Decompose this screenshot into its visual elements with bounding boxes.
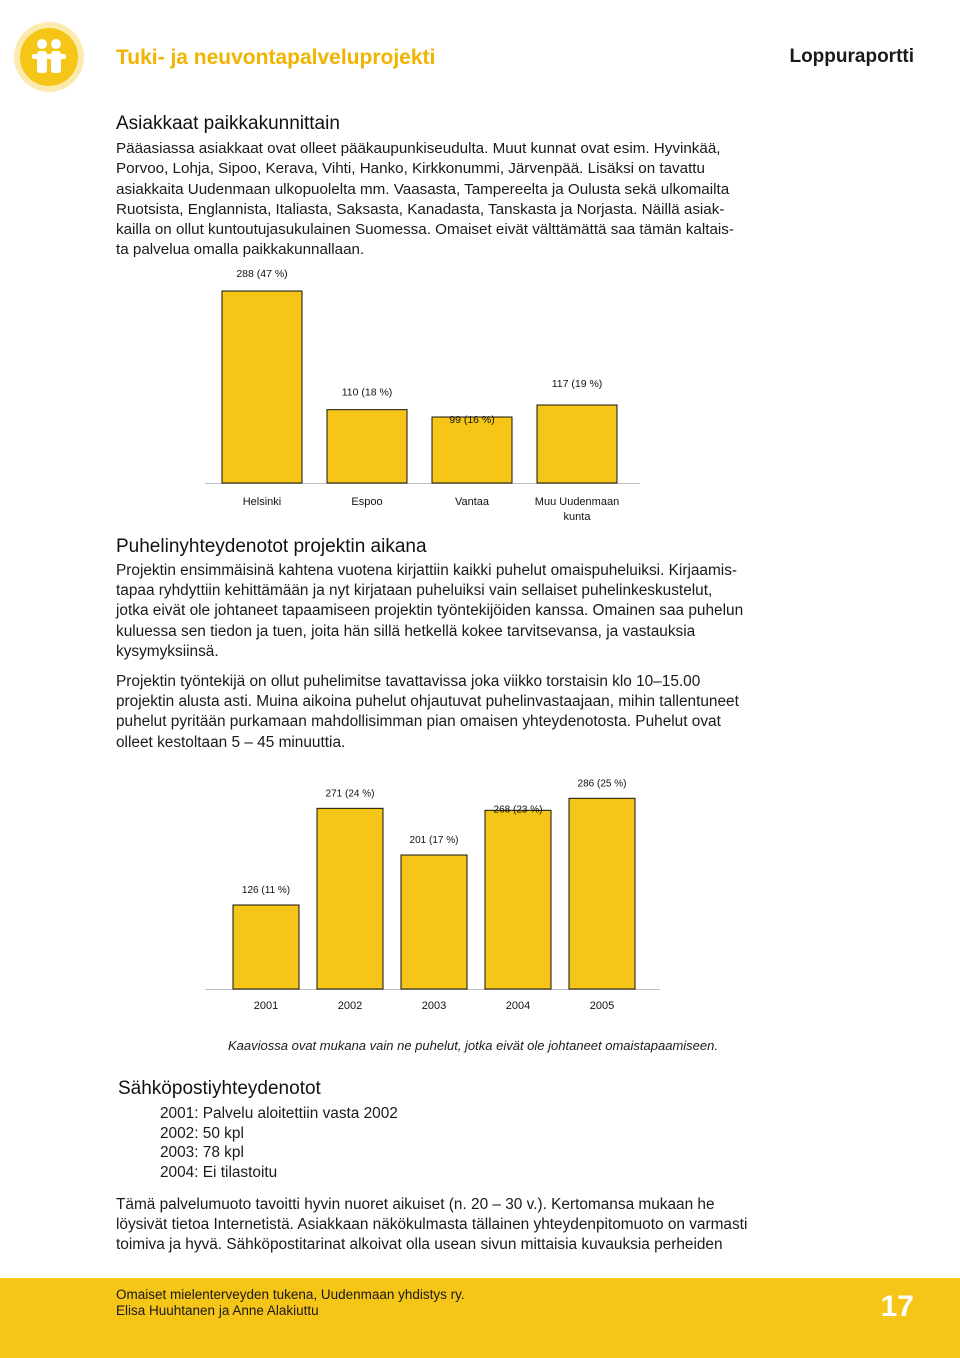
category-label: 2002 — [337, 1000, 363, 1012]
header-title: Tuki- ja neuvontapalveluprojekti — [116, 46, 436, 69]
section-heading-phone: Puhelinyhteydenotot projektin aikana — [116, 536, 427, 557]
bar — [233, 905, 299, 989]
data-label: 286 (25 %) — [577, 778, 627, 790]
organization-logo — [20, 28, 78, 86]
bar — [317, 808, 383, 989]
paragraph-line: puhelut pyritään purkamaan mahdollisimman pian omaisen yhteydenotosta. Puhelut ovat — [116, 713, 721, 731]
section-heading-clients: Asiakkaat paikkakunnittain — [116, 113, 340, 134]
category-label: kunta — [563, 511, 591, 523]
paragraph-line: Projektin ensimmäisinä kahtena vuotena kirjattiin kaikki puhelut omaispuheluiksi. Kirjaamis- — [116, 562, 738, 579]
footer-organization: Omaiset mielenterveyden tukena, Uudenmaan yhdistys ry. — [116, 1287, 465, 1302]
category-label: Helsinki — [242, 496, 282, 508]
data-label: 110 (18 %) — [341, 386, 393, 399]
phone-calls-by-year-chart — [200, 778, 670, 1020]
page-number: 17 — [880, 1290, 914, 1323]
chart-caption: Kaaviossa ovat mukana vain ne puhelut, jotka eivät ole johtaneet omaistapaamiseen. — [228, 1038, 718, 1053]
data-label: 271 (24 %) — [325, 788, 375, 800]
paragraph-line: asiakkaita Uudenmaan ulkopuolelta mm. Vaasasta, Tampereelta ja Oulusta sekä ulkomailta — [116, 180, 730, 198]
bar — [401, 855, 467, 989]
paragraph-line: jotka eivät ole johtaneet tapaamiseen projektin työntekijöiden kanssa. Omainen saa puhelun — [116, 602, 744, 620]
data-label: 268 (23 %) — [493, 804, 543, 816]
bar — [537, 405, 617, 483]
data-label: 288 (47 %) — [236, 268, 288, 280]
paragraph-line: kailla on ollut kuntoutujasukulainen Suomessa. Omaiset eivät välttämättä saa tämän kaltais- — [116, 221, 734, 239]
category-label: 2003 — [421, 1000, 447, 1012]
bar — [485, 810, 551, 989]
paragraph-line: toimiva ja hyvä. Sähköpostitarinat alkoivat olla usean sivun mittaisia kuvauksia perheiden — [116, 1236, 723, 1254]
clients-by-municipality-chart — [200, 268, 660, 525]
data-label: 201 (17 %) — [409, 835, 459, 846]
paragraph-line: Porvoo, Lohja, Sipoo, Kerava, Vihti, Hanko, Kirkkonummi, Järvenpää. Lisäksi on tavattu — [116, 160, 705, 178]
list-item: 2003: 78 kpl — [160, 1144, 244, 1161]
page-footer — [0, 1278, 960, 1358]
phone-paragraph-1 — [116, 561, 743, 662]
category-label: Espoo — [351, 496, 383, 508]
category-label: 2004 — [505, 1000, 531, 1012]
paragraph-line: Projektin työntekijä on ollut puhelimitse tavattavissa joka viikko torstaisin klo 10–15.00 — [116, 673, 701, 690]
data-label: 117 (19 %) — [551, 378, 603, 390]
logo-figures-icon — [20, 28, 78, 86]
list-item: 2001: Palvelu aloitettiin vasta 2002 — [160, 1105, 398, 1122]
category-label: Vantaa — [454, 496, 490, 508]
data-label: 126 (11 %) — [241, 885, 291, 896]
page-header — [0, 0, 960, 100]
category-label: 2001 — [253, 1000, 279, 1012]
phone-paragraph-2 — [116, 672, 739, 753]
clients-paragraph — [116, 139, 734, 261]
paragraph-line: tapaa ryhdyttiin kehittämään ja nyt kirjataan puheluiksi vain sellaiset puhelinkeskustelut, — [116, 582, 713, 600]
paragraph-line: kuluessa sen tiedon ja tuen, joita hän sillä hetkellä kokee tarvitsevansa, ja vastauksia — [116, 622, 696, 640]
paragraph-line: Pääasiassa asiakkaat ovat olleet pääkaupunkiseudulta. Muut kunnat ovat esim. Hyvinkää, — [116, 140, 721, 157]
paragraph-line: löysivät tietoa Internetistä. Asiakkaan näkökulmasta tällainen yhteydenpitomuoto on varmasti — [116, 1216, 748, 1234]
paragraph-line: ta palvelua omalla paikkakunnallaan. — [116, 241, 365, 259]
bar — [327, 410, 407, 483]
paragraph-line: kysymyksiinsä. — [116, 642, 219, 660]
paragraph-line: projektin alusta asti. Muina aikoina puhelut ohjautuvat puhelinvastaajaan, mihin tallentuneet — [116, 693, 739, 711]
email-stats-list — [160, 1104, 398, 1182]
paragraph-line: Tämä palvelumuoto tavoitti hyvin nuoret aikuiset (n. 20 – 30 v.). Kertomansa mukaan he — [116, 1196, 715, 1213]
bar — [432, 417, 512, 483]
list-item: 2002: 50 kpl — [160, 1124, 244, 1142]
paragraph-line: olleet kestoltaan 5 – 45 minuuttia. — [116, 733, 346, 751]
paragraph-line: Ruotsista, Englannista, Italiasta, Saksasta, Kanadasta, Tanskasta ja Norjasta. Näillä asiak- — [116, 200, 725, 218]
list-item: 2004: Ei tilastoitu — [160, 1163, 278, 1181]
email-paragraph — [116, 1195, 747, 1256]
section-heading-email: Sähköpostiyhteydenotot — [118, 1078, 321, 1099]
bar — [569, 798, 635, 989]
footer-authors: Elisa Huuhtanen ja Anne Alakiuttu — [116, 1303, 319, 1318]
category-label: Muu Uudenmaan — [534, 496, 620, 508]
bar — [222, 291, 302, 483]
data-label: 99 (16 %) — [449, 414, 495, 426]
header-report-label: Loppuraportti — [789, 46, 914, 67]
category-label: 2005 — [589, 1000, 615, 1012]
